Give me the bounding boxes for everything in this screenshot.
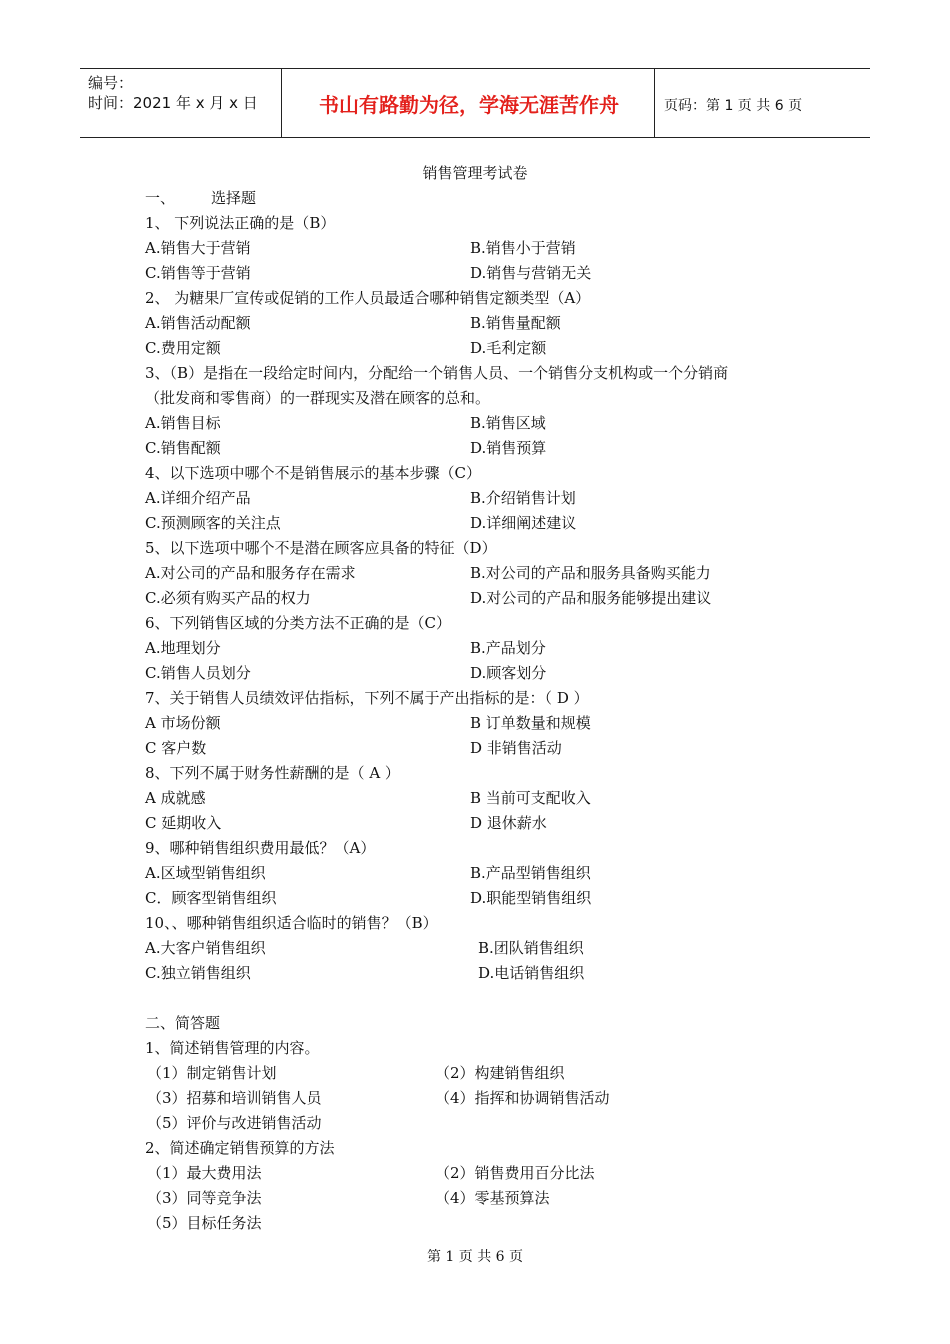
section-gap <box>145 986 845 1011</box>
option: D.职能型销售组织 <box>470 889 592 907</box>
option: A.大客户销售组织 <box>145 939 266 957</box>
section-2-heading: 二、简答题 <box>145 1014 221 1032</box>
question-list <box>145 211 845 986</box>
section-1-heading <box>145 186 845 211</box>
question-text: 7、关于销售人员绩效评估指标，下列不属于产出指标的是：（ D ） <box>145 689 589 707</box>
question-text: 9、哪种销售组织费用最低？（A） <box>145 839 376 857</box>
option-row <box>145 861 845 886</box>
option: A.销售活动配额 <box>145 314 251 332</box>
header-motto: 书山有路勤为径，学海无涯苦作舟 <box>319 92 619 117</box>
answer-item: （5）评价与改进销售活动 <box>147 1114 322 1132</box>
option-row <box>145 236 845 261</box>
option-row <box>145 486 845 511</box>
option-row <box>145 561 845 586</box>
answer-item: （1）最大费用法 <box>147 1164 262 1182</box>
date-label: 时间：2021 年 x 月 x 日 <box>88 94 258 112</box>
header-meta <box>88 73 258 113</box>
document-title: 销售管理考试卷 <box>422 164 528 182</box>
option: A.销售目标 <box>145 414 221 432</box>
short-answer-question: 2、简述确定销售预算的方法 <box>145 1139 335 1157</box>
option-row <box>145 786 845 811</box>
option-row <box>145 936 845 961</box>
option: C.费用定额 <box>145 339 221 357</box>
header-divider <box>654 69 655 137</box>
option-row <box>145 261 845 286</box>
question-text: 5、以下选项中哪个不是潜在顾客应具备的特征（D） <box>145 539 497 557</box>
answer-row <box>145 1086 845 1111</box>
answer-row <box>145 1186 845 1211</box>
option: C.独立销售组织 <box>145 964 251 982</box>
option-row <box>145 586 845 611</box>
answer-item: （5）目标任务法 <box>147 1214 262 1232</box>
question-text: 4、以下选项中哪个不是销售展示的基本步骤（C） <box>145 464 482 482</box>
option: B 订单数量和规模 <box>470 714 591 732</box>
option-row <box>145 961 845 986</box>
header-divider <box>281 69 282 137</box>
option: C.预测顾客的关注点 <box>145 514 281 532</box>
answer-row <box>145 1061 845 1086</box>
option-row <box>145 411 845 436</box>
answer-item: （4）零基预算法 <box>435 1189 550 1207</box>
question-text-continued: （批发商和零售商）的一群现实及潜在顾客的总和。 <box>145 389 491 407</box>
option: B.对公司的产品和服务具备购买能力 <box>470 564 711 582</box>
option: B.销售量配额 <box>470 314 561 332</box>
option: A.区域型销售组织 <box>145 864 266 882</box>
answer-item: （3）同等竞争法 <box>147 1189 262 1207</box>
question-text: 10、、哪种销售组织适合临时的销售？（B） <box>145 914 438 932</box>
option: D.毛利定额 <box>470 339 547 357</box>
option: C 延期收入 <box>145 814 222 832</box>
option: D 非销售活动 <box>470 739 562 757</box>
answer-row <box>145 1211 845 1236</box>
option: B.介绍销售计划 <box>470 489 576 507</box>
option-row <box>145 311 845 336</box>
section-1-number: 一、 <box>145 189 176 207</box>
short-answer-question: 1、简述销售管理的内容。 <box>145 1039 320 1057</box>
question-text: 3、（B）是指在一段给定时间内，分配给一个销售人员、一个销售分支机构或一个分销商 <box>145 364 729 382</box>
option-row <box>145 886 845 911</box>
option: B 当前可支配收入 <box>470 789 591 807</box>
option: C 客户数 <box>145 739 207 757</box>
question-text: 2、 为糖果厂宣传或促销的工作人员最适合哪种销售定额类型（A） <box>145 289 591 307</box>
option: B.销售区域 <box>470 414 546 432</box>
option: C．顾客型销售组织 <box>145 889 277 907</box>
option: B.产品型销售组织 <box>470 864 591 882</box>
option: A.对公司的产品和服务存在需求 <box>145 564 356 582</box>
short-answer-list <box>145 1036 845 1236</box>
section-1-label: 选择题 <box>211 189 257 207</box>
answer-item: （2）销售费用百分比法 <box>435 1164 595 1182</box>
option: A.地理划分 <box>145 639 221 657</box>
option: A.销售大于营销 <box>145 239 251 257</box>
option: C.销售人员划分 <box>145 664 251 682</box>
option: D.销售预算 <box>470 439 547 457</box>
option-row <box>145 661 845 686</box>
option: D.顾客划分 <box>470 664 547 682</box>
option-row <box>145 711 845 736</box>
option: D 退休薪水 <box>470 814 547 832</box>
document-body <box>145 186 845 1236</box>
option-row <box>145 811 845 836</box>
option: C.销售配额 <box>145 439 221 457</box>
option: B.销售小于营销 <box>470 239 576 257</box>
option-row <box>145 736 845 761</box>
option: D.对公司的产品和服务能够提出建议 <box>470 589 712 607</box>
question-text: 6、下列销售区域的分类方法不正确的是（C） <box>145 614 452 632</box>
page-header <box>80 68 870 138</box>
question-text: 8、下列不属于财务性薪酬的是（ A ） <box>145 764 400 782</box>
option-row <box>145 336 845 361</box>
page-footer: 第 1 页 共 6 页 <box>426 1249 524 1265</box>
option: C.销售等于营销 <box>145 264 251 282</box>
answer-row <box>145 1111 845 1136</box>
option: B.产品划分 <box>470 639 546 657</box>
header-page-info: 页码：第 1 页 共 6 页 <box>664 98 803 114</box>
answer-item: （1）制定销售计划 <box>147 1064 277 1082</box>
option: D.电话销售组织 <box>478 964 585 982</box>
answer-item: （2）构建销售组织 <box>435 1064 565 1082</box>
answer-row <box>145 1161 845 1186</box>
option: A 市场份额 <box>145 714 221 732</box>
option: D.销售与营销无关 <box>470 264 592 282</box>
number-label: 编号： <box>88 74 134 92</box>
option: D.详细阐述建议 <box>470 514 577 532</box>
option: B.团队销售组织 <box>478 939 584 957</box>
answer-item: （3）招募和培训销售人员 <box>147 1089 322 1107</box>
option-row <box>145 511 845 536</box>
option: A.详细介绍产品 <box>145 489 251 507</box>
option-row <box>145 636 845 661</box>
question-text: 1、 下列说法正确的是（B） <box>145 214 336 232</box>
answer-item: （4）指挥和协调销售活动 <box>435 1089 610 1107</box>
option-row <box>145 436 845 461</box>
option: C.必须有购买产品的权力 <box>145 589 311 607</box>
option: A 成就感 <box>145 789 206 807</box>
